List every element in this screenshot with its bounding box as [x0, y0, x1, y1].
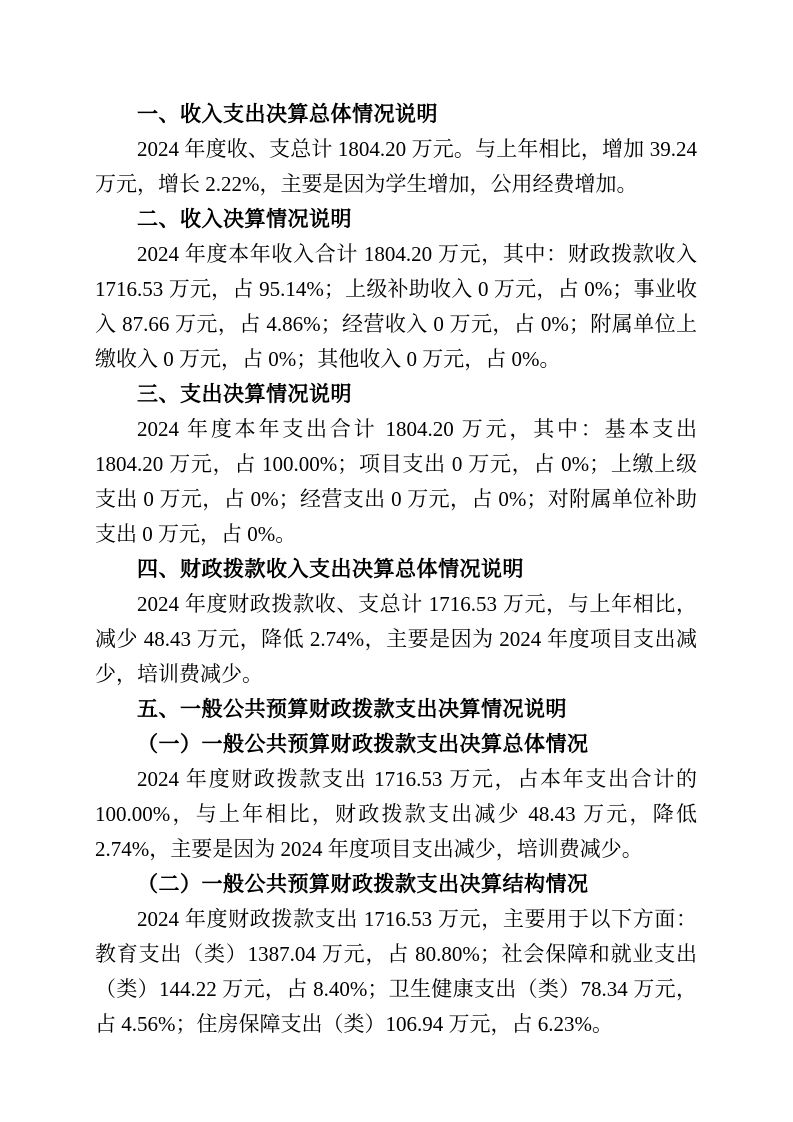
- section-2-paragraph: 2024 年度本年收入合计 1804.20 万元，其中：财政拨款收入 1716.53 万元，占 95.14%；上级补助收入 0 万元，占 0%；事业收入 87.66 万元，占 4.86%；经营收入 0 万元，占 0%；附属单位上缴收入 0 万元，占 0%；其他收入 0 万元，占 0%。: [95, 242, 697, 371]
- section-3-paragraph: 2024 年度本年支出合计 1804.20 万元，其中：基本支出 1804.20 万元，占 100.00%；项目支出 0 万元，占 0%；上缴上级支出 0 万元，占 0%；经营支出 0 万元，占 0%；对附属单位补助支出 0 万元，占 0%。: [95, 417, 697, 546]
- section-5-sub-1-heading: （一）一般公共预算财政拨款支出决算总体情况: [137, 732, 589, 756]
- section-2-heading: 二、收入决算情况说明: [137, 207, 352, 231]
- section-5-heading: 五、一般公共预算财政拨款支出决算情况说明: [137, 697, 567, 721]
- section-5-sub-2-paragraph: 2024 年度财政拨款支出 1716.53 万元，主要用于以下方面：教育支出（类）1387.04 万元，占 80.80%；社会保障和就业支出（类）144.22 万元，占 8.40%；卫生健康支出（类）78.34 万元，占 4.56%；住房保障支出（类）106.94 万元，占 6.23%。: [95, 907, 697, 1036]
- section-1-heading: 一、收入支出决算总体情况说明: [137, 102, 438, 126]
- section-4-heading: 四、财政拨款收入支出决算总体情况说明: [137, 557, 524, 581]
- section-5-sub-2-heading: （二）一般公共预算财政拨款支出决算结构情况: [137, 872, 589, 896]
- section-5-sub-1-paragraph: 2024 年度财政拨款支出 1716.53 万元，占本年支出合计的 100.00%，与上年相比，财政拨款支出减少 48.43 万元，降低 2.74%，主要是因为 2024 年度项目支出减少，培训费减少。: [95, 767, 697, 861]
- section-4-paragraph: 2024 年度财政拨款收、支总计 1716.53 万元，与上年相比，减少 48.43 万元，降低 2.74%，主要是因为 2024 年度项目支出减少，培训费减少。: [95, 592, 697, 686]
- section-3-heading: 三、支出决算情况说明: [137, 382, 352, 406]
- section-1-paragraph: 2024 年度收、支总计 1804.20 万元。与上年相比，增加 39.24 万元，增长 2.22%，主要是因为学生增加，公用经费增加。: [95, 137, 697, 196]
